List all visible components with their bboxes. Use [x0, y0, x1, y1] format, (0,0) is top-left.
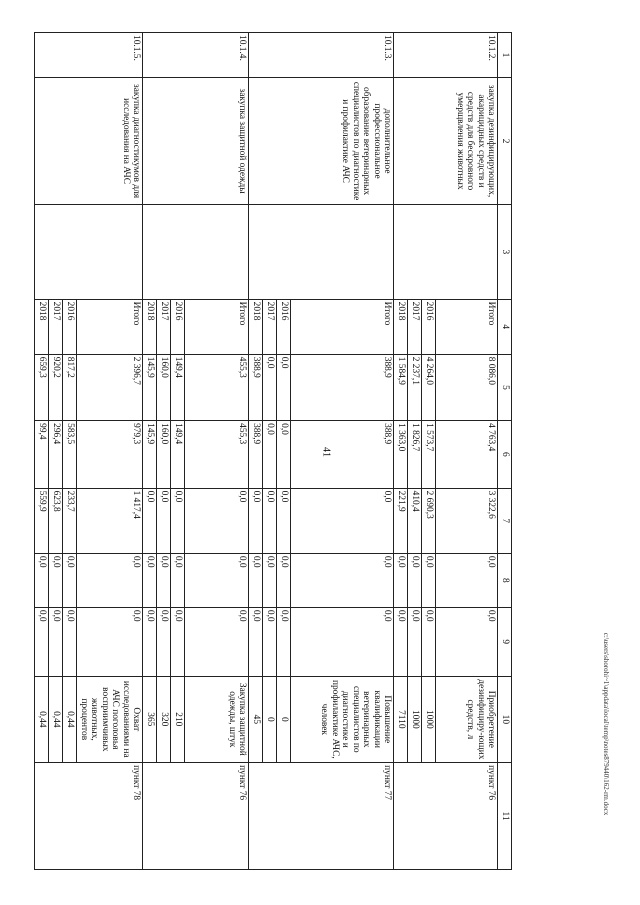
- plan-reference: пункт 76: [394, 763, 498, 870]
- measure-name: закупка диагностикумов для исследования на АЧС: [35, 78, 143, 205]
- responsible-executor: [35, 205, 143, 300]
- regional-budget-amount: 388,9: [249, 421, 263, 489]
- indicator-value: 7110: [394, 676, 408, 763]
- total-amount: 8 086,0: [436, 354, 498, 420]
- indicator-value: 365: [143, 676, 157, 763]
- total-amount: 817,2: [63, 354, 77, 420]
- federal-budget-amount: 0,0: [143, 488, 157, 553]
- year-cell: 2016: [277, 299, 291, 354]
- federal-budget-amount: 0,0: [249, 488, 263, 553]
- total-label: Итого: [436, 299, 498, 354]
- regional-budget-amount: 296,4: [49, 421, 63, 489]
- total-amount: 149,4: [171, 354, 185, 420]
- federal-budget-amount: 0,0: [171, 488, 185, 553]
- local-budget-amount: 0,0: [171, 553, 185, 607]
- indicator-name: Приобретение дезинфициру-ющих средств, л: [436, 676, 498, 763]
- regional-budget-amount: 1 363,0: [394, 421, 408, 489]
- year-cell: 2017: [157, 299, 171, 354]
- regional-budget-amount: 979,3: [77, 421, 143, 489]
- indicator-value: 320: [157, 676, 171, 763]
- header-cell: 10: [498, 676, 512, 763]
- measure-number: 10.1.3.: [249, 33, 394, 78]
- local-budget-amount: 0,0: [49, 553, 63, 607]
- total-amount: 2 237,1: [408, 354, 422, 420]
- header-cell: 6: [498, 421, 512, 489]
- regional-budget-amount: 583,5: [63, 421, 77, 489]
- total-label: Итого: [185, 299, 249, 354]
- plan-reference: пункт 78: [35, 763, 143, 870]
- regional-budget-amount: 149,4: [171, 421, 185, 489]
- extra-budget-amount: 0,0: [63, 607, 77, 676]
- year-cell: 2017: [49, 299, 63, 354]
- extra-budget-amount: 0,0: [291, 607, 394, 676]
- regional-budget-amount: 455,3: [185, 421, 249, 489]
- federal-budget-amount: 1 417,4: [77, 488, 143, 553]
- total-amount: 0,0: [263, 354, 277, 420]
- total-amount: 160,0: [157, 354, 171, 420]
- extra-budget-amount: 0,0: [249, 607, 263, 676]
- indicator-value: 1000: [422, 676, 436, 763]
- indicator-value: 0,44: [49, 676, 63, 763]
- header-cell: 5: [498, 354, 512, 420]
- regional-budget-amount: 0,0: [263, 421, 277, 489]
- local-budget-amount: 0,0: [35, 553, 49, 607]
- local-budget-amount: 0,0: [185, 553, 249, 607]
- extra-budget-amount: 0,0: [263, 607, 277, 676]
- header-cell: 2: [498, 78, 512, 205]
- year-cell: 2018: [35, 299, 49, 354]
- measure-name: закупка дезинфицирующих, акарицидных средств и средств для бескровного умерщвления животных: [394, 78, 498, 205]
- measure-number: 10.1.4.: [143, 33, 249, 78]
- local-budget-amount: 0,0: [291, 553, 394, 607]
- extra-budget-amount: 0,0: [277, 607, 291, 676]
- header-cell: 1: [498, 33, 512, 78]
- federal-budget-amount: 0,0: [185, 488, 249, 553]
- local-budget-amount: 0,0: [408, 553, 422, 607]
- extra-budget-amount: 0,0: [171, 607, 185, 676]
- indicator-name: Охват исследованиями на АЧС поголовья восприимчивых животных, процентов: [77, 676, 143, 763]
- section-total-row: [77, 33, 143, 870]
- extra-budget-amount: 0,0: [143, 607, 157, 676]
- header-row: [498, 33, 512, 870]
- regional-budget-amount: 99,4: [35, 421, 49, 489]
- measure-number: 10.1.5.: [35, 33, 143, 78]
- indicator-value: 0: [277, 676, 291, 763]
- local-budget-amount: 0,0: [63, 553, 77, 607]
- year-cell: 2018: [394, 299, 408, 354]
- local-budget-amount: 0,0: [249, 553, 263, 607]
- local-budget-amount: 0,0: [143, 553, 157, 607]
- regional-budget-amount: 160,0: [157, 421, 171, 489]
- local-budget-amount: 0,0: [263, 553, 277, 607]
- regional-budget-amount: 4 763,4: [436, 421, 498, 489]
- extra-budget-amount: 0,0: [408, 607, 422, 676]
- regional-budget-amount: 1 573,7: [422, 421, 436, 489]
- header-cell: 7: [498, 488, 512, 553]
- local-budget-amount: 0,0: [394, 553, 408, 607]
- extra-budget-amount: 0,0: [436, 607, 498, 676]
- extra-budget-amount: 0,0: [394, 607, 408, 676]
- federal-budget-amount: 221,9: [394, 488, 408, 553]
- indicator-value: 0,44: [63, 676, 77, 763]
- local-budget-amount: 0,0: [277, 553, 291, 607]
- local-budget-amount: 0,0: [77, 553, 143, 607]
- total-amount: 4 264,0: [422, 354, 436, 420]
- year-cell: 2016: [63, 299, 77, 354]
- total-amount: 920,2: [49, 354, 63, 420]
- total-amount: 1 584,9: [394, 354, 408, 420]
- responsible-executor: [249, 205, 394, 300]
- local-budget-amount: 0,0: [422, 553, 436, 607]
- measure-name: дополнительное профессиональное образование ветеринарных специалистов по диагностике и профилактике АЧС: [249, 78, 394, 205]
- header-cell: 3: [498, 205, 512, 300]
- federal-budget-amount: 0,0: [291, 488, 394, 553]
- regional-budget-amount: 1 826,7: [408, 421, 422, 489]
- indicator-value: 210: [171, 676, 185, 763]
- total-amount: 659,3: [35, 354, 49, 420]
- section-total-row: [185, 33, 249, 870]
- regional-budget-amount: 145,9: [143, 421, 157, 489]
- extra-budget-amount: 0,0: [49, 607, 63, 676]
- total-label: Итого: [77, 299, 143, 354]
- federal-budget-amount: 559,9: [35, 488, 49, 553]
- extra-budget-amount: 0,0: [157, 607, 171, 676]
- regional-budget-amount: 0,0: [277, 421, 291, 489]
- extra-budget-amount: 0,0: [422, 607, 436, 676]
- federal-budget-amount: 0,0: [277, 488, 291, 553]
- header-cell: 8: [498, 553, 512, 607]
- extra-budget-amount: 0,0: [35, 607, 49, 676]
- responsible-executor: [143, 205, 249, 300]
- indicator-value: 0: [263, 676, 277, 763]
- year-cell: 2016: [171, 299, 185, 354]
- extra-budget-amount: 0,0: [77, 607, 143, 676]
- header-cell: 9: [498, 607, 512, 676]
- federal-budget-amount: 410,4: [408, 488, 422, 553]
- total-label: Итого: [291, 299, 394, 354]
- federal-budget-amount: 0,0: [263, 488, 277, 553]
- total-amount: 145,9: [143, 354, 157, 420]
- federal-budget-amount: 233,7: [63, 488, 77, 553]
- federal-budget-amount: 0,0: [157, 488, 171, 553]
- responsible-executor: [394, 205, 498, 300]
- local-budget-amount: 0,0: [157, 553, 171, 607]
- year-cell: 2017: [408, 299, 422, 354]
- total-amount: 0,0: [277, 354, 291, 420]
- table-wrapper: [37, 32, 512, 870]
- section-total-row: [436, 33, 498, 870]
- plan-reference: пункт 76: [143, 763, 249, 870]
- indicator-value: 45: [249, 676, 263, 763]
- indicator-name: Закупка защитной одежды, штук: [185, 676, 249, 763]
- regional-budget-amount: 388,9: [291, 421, 394, 489]
- header-cell: 11: [498, 763, 512, 870]
- year-cell: 2016: [422, 299, 436, 354]
- section-total-row: [291, 33, 394, 870]
- year-cell: 2017: [263, 299, 277, 354]
- federal-budget-amount: 623,8: [49, 488, 63, 553]
- measure-number: 10.1.2.: [394, 33, 498, 78]
- plan-reference: пункт 77: [249, 763, 394, 870]
- indicator-value: 1000: [408, 676, 422, 763]
- total-amount: 388,9: [249, 354, 263, 420]
- measure-name: закупка защитной одежды: [143, 78, 249, 205]
- federal-budget-amount: 2 690,3: [422, 488, 436, 553]
- total-amount: 2 396,7: [77, 354, 143, 420]
- header-cell: 4: [498, 299, 512, 354]
- indicator-value: 0,44: [35, 676, 49, 763]
- local-budget-amount: 0,0: [436, 553, 498, 607]
- total-amount: 388,9: [291, 354, 394, 420]
- year-cell: 2018: [249, 299, 263, 354]
- extra-budget-amount: 0,0: [185, 607, 249, 676]
- total-amount: 455,3: [185, 354, 249, 420]
- file-path-footer: c:\users\shorohi~1\appdata\local\temp\notes879440\162-rm.docx: [602, 632, 610, 816]
- year-cell: 2018: [143, 299, 157, 354]
- program-measures-table: [34, 32, 512, 870]
- federal-budget-amount: 3 322,6: [436, 488, 498, 553]
- page-number: 41: [320, 447, 332, 457]
- indicator-name: Повышение квалификации ветеринарных специалистов по диагностике и профилактике АЧС, человек: [291, 676, 394, 763]
